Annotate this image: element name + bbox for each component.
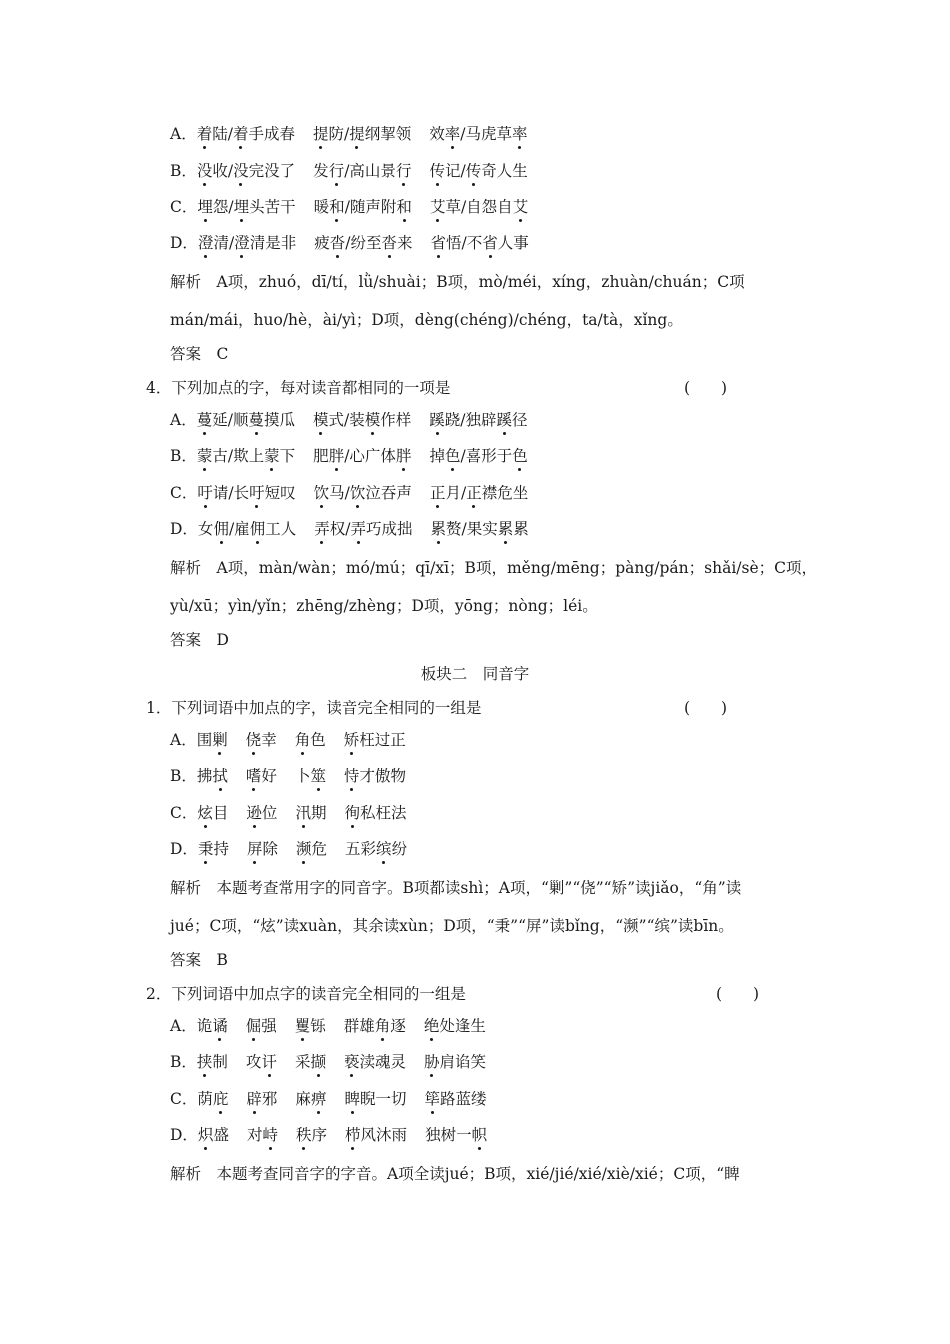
s2-q1-analysis-line-1: 解析 本题考查常用字的同音字。B项都读shì；A项，“剿”“侥”“矫”读jiǎo，“角”读 [170,879,742,897]
s2-q2-option-c: C．荫庇 辟邪 麻痹 睥睨一切 筚路蓝缕 [170,1090,487,1108]
q4-answer-paren: ( ) [684,379,728,397]
q4-option-c: C．吁请/长吁短叹 饮马/饮泣吞声 正月/正襟危坐 [170,484,529,502]
q3-option-d: D．澄清/澄清是非 疲沓/纷至沓来 省悟/不省人事 [170,234,529,252]
option-letter: A． [170,125,197,143]
q4-answer: 答案 D [170,631,229,649]
q4-analysis-line-2: yù/xū；yìn/yǐn；zhēng/zhèng；D项，yōng；nòng；léi。 [170,597,598,615]
q3-option-c: C．埋怨/埋头苦干 暖和/随声附和 艾草/自怨自艾 [170,198,529,216]
s2-q2-option-b: B．挟制 攻讦 采撷 亵渎魂灵 胁肩谄笑 [170,1053,487,1071]
s2-q1-option-d: D．秉持 屏除 濒危 五彩缤纷 [170,840,408,858]
s2-q2-option-d: D．炽盛 对峙 秩序 栉风沐雨 独树一帜 [170,1126,488,1144]
s2-q2-option-a: A．诡谲 倔强 矍铄 群雄角逐 绝处逢生 [170,1017,486,1035]
s2-q1-answer-paren: ( ) [684,699,728,717]
q3-analysis-line-1: 解析 A项，zhuó，dī/tí，lǜ/shuài；B项，mò/méi，xíng，zhuàn/chuán；C项 [170,273,745,291]
s2-q2-answer-paren: ( ) [716,985,760,1003]
s2-q1-option-c: C．炫目 逊位 汛期 徇私枉法 [170,804,407,822]
q3-answer: 答案 C [170,345,229,363]
section-title: 板块二 同音字 [420,665,530,683]
s2-q2-stem: 2．下列词语中加点字的读音完全相同的一组是 [146,985,466,1003]
q3-option-b: B．没收/没完没了 发行/高山景行 传记/传奇人生 [170,162,528,180]
q4-stem: 4．下列加点的字，每对读音都相同的一项是 [146,379,451,397]
q4-option-d: D．女佣/雇佣工人 弄权/弄巧成拙 累赘/果实累累 [170,520,529,538]
s2-q1-answer: 答案 B [170,951,228,969]
q3-analysis-line-2: mán/mái，huo/hè，ài/yì；D项，dèng(chéng)/chéng，ta/tà，xǐng。 [170,311,683,329]
s2-q1-analysis-line-2: jué；C项，“炫”读xuàn，其余读xùn；D项，“秉”“屏”读bǐng，“濒”“缤”读bīn。 [170,917,734,935]
q4-option-b: B．蒙古/欺上蒙下 肥胖/心广体胖 掉色/喜形于色 [170,447,528,465]
q3-option-a: A．着陆/着手成春 提防/提纲挈领 效率/马虎草率 [170,125,528,143]
s2-q1-option-a: A．围剿 侥幸 角色 矫枉过正 [170,731,406,749]
s2-q2-analysis-line-1: 解析 本题考查同音字的字音。A项全读jué；B项，xié/jié/xié/xiè/xié；C项，“睥 [170,1165,740,1183]
q4-analysis-line-1: 解析 A项，màn/wàn；mó/mú；qī/xī；B项，měng/mēng；pàng/pán；shǎi/sè；C项， [170,559,818,577]
s2-q1-option-b: B．拂拭 嗜好 卜筮 恃才傲物 [170,767,406,785]
s2-q1-stem: 1．下列词语中加点的字，读音完全相同的一组是 [146,699,482,717]
q4-option-a: A．蔓延/顺蔓摸瓜 模式/装模作样 蹊跷/独辟蹊径 [170,411,528,429]
